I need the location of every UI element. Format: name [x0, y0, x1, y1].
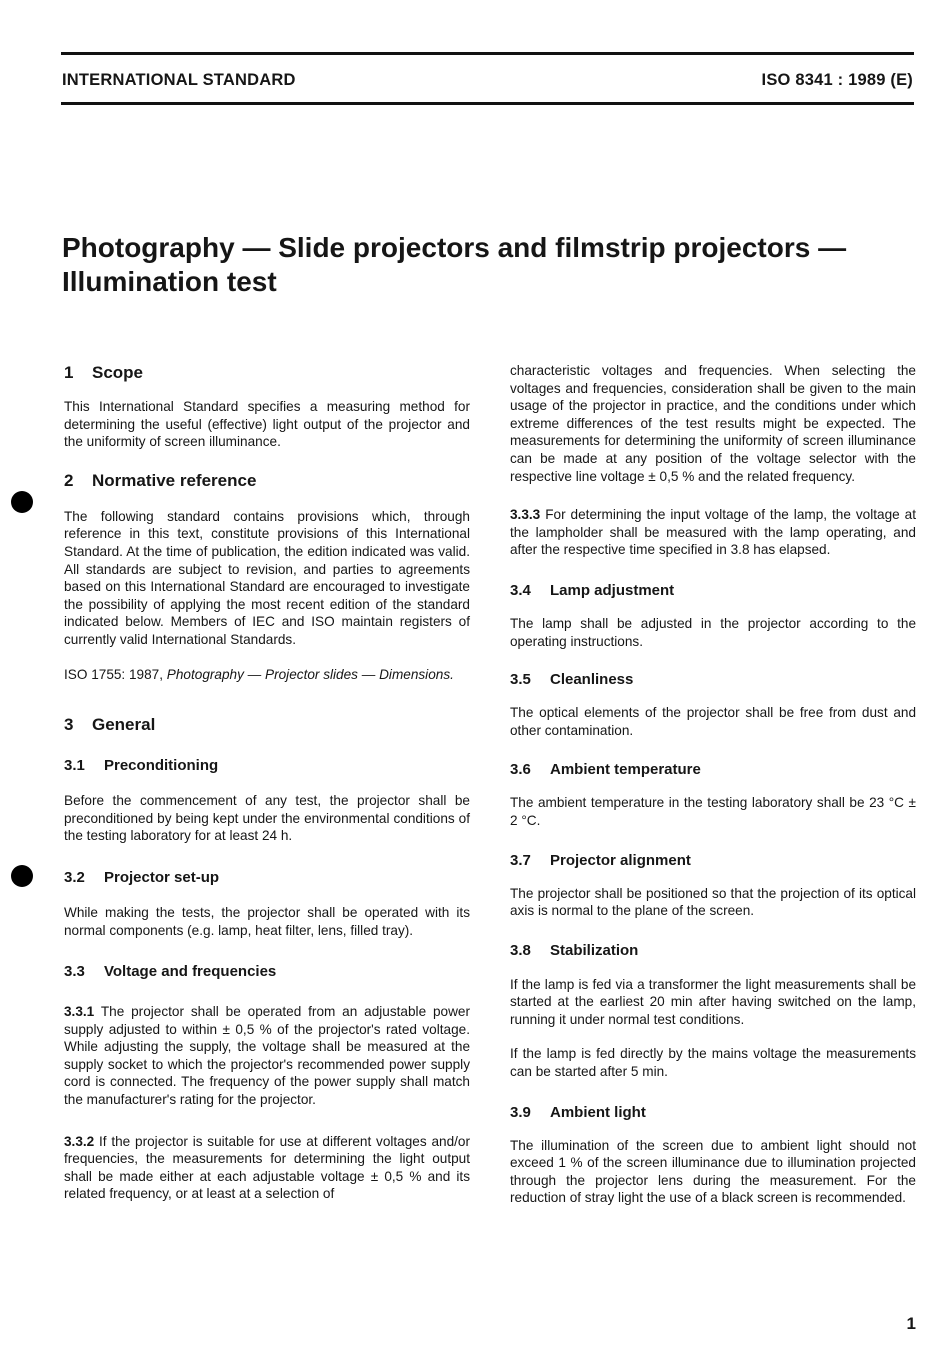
clause-text: For determining the input voltage of the lamp, the voltage at the lampholder shall be measured with the lamp operating, and after the respective time specified in 3.8 has elapsed. — [510, 507, 916, 558]
section-number: 3.4 — [510, 581, 531, 599]
section-title: Cleanliness — [550, 671, 634, 689]
clause-number: 3.3.1 — [64, 1004, 95, 1020]
section-heading — [64, 470, 470, 492]
section-paragraph: The illumination of the screen due to ambient light should not exceed 1 % of the screen illuminance due to illumination projected through the projector lens during the measurement. For the reduction of stray light the use of a black screen is recommended. — [510, 1137, 916, 1206]
section-title: Voltage and frequencies — [104, 963, 277, 981]
section-title: Ambient temperature — [550, 761, 701, 779]
clause-text: The projector shall be operated from an adjustable power supply adjusted to within ± 0,5 % of the projector's rated voltage. While adjusting the supply, the voltage shall be measured at the supply socket to which the projector's recommended power supply cord is connected. The frequency of the power supply shall match the manufacturer's rating for the projector. — [64, 1004, 471, 1108]
section-paragraph: Before the commencement of any test, the projector shall be preconditioned by being kept under the environmental conditions of the testing laboratory for at least 24 h. — [64, 793, 470, 844]
section-number: 3.5 — [510, 671, 531, 689]
section-paragraph: This International Standard specifies a measuring method for determining the useful (effective) light output of the projector and the uniformity of screen illuminance. — [64, 399, 470, 450]
section-paragraph: If the lamp is fed directly by the mains voltage the measurements can be started after 5 min. — [510, 1046, 916, 1080]
section-number: 1 — [64, 363, 74, 382]
page-number: 1 — [906, 1314, 916, 1333]
section-number: 3.6 — [510, 761, 531, 779]
left-column — [64, 360, 470, 1203]
section-paragraph: The following standard contains provisions which, through reference in this text, constitute provisions of this International Standard. At the time of publication, the edition indicated was valid. All standards are subject to revision, and parties to agreements based on this International Standard are encouraged to investigate the possibility of applying the most recent edition of the standard indicated below. Members of IEC and ISO maintain registers of currently valid International Standards. — [64, 508, 470, 647]
section-title: Ambient light — [550, 1103, 646, 1121]
section-paragraph: The ambient temperature in the testing laboratory shall be 23 °C ± 2 °C. — [510, 795, 916, 828]
section-title: Projector alignment — [550, 851, 691, 869]
header-document-number: ISO 8341 : 1989 (E) — [761, 71, 913, 89]
section-title: Lamp adjustment — [550, 581, 675, 599]
subsection-heading — [510, 581, 916, 601]
header-bottom-rule — [61, 102, 914, 105]
reference-code: ISO 1755: 1987, — [64, 666, 164, 682]
section-title: Preconditioning — [104, 757, 219, 775]
subsection-heading — [510, 760, 916, 780]
subsection-heading — [64, 962, 470, 982]
margin-bullet-mark — [11, 865, 33, 887]
section-heading — [64, 362, 470, 384]
section-heading — [64, 714, 470, 736]
section-paragraph — [64, 1133, 470, 1203]
subsection-heading — [510, 941, 916, 961]
margin-bullet-mark — [11, 491, 33, 513]
section-number: 3.3 — [64, 963, 85, 981]
reference-title: Photography — Projector slides — Dimensions. — [166, 666, 454, 682]
normative-reference-entry — [64, 666, 470, 684]
section-number: 3.2 — [64, 868, 85, 886]
header-standard-label: INTERNATIONAL STANDARD — [62, 71, 296, 89]
section-paragraph: The lamp shall be adjusted in the projector according to the operating instructions. — [510, 615, 916, 649]
section-paragraph: If the lamp is fed via a transformer the light measurements shall be started at the earliest 20 min after having switched on the lamp, running it under normal test conditions. — [510, 976, 916, 1027]
section-number: 3.1 — [64, 757, 85, 775]
subsection-heading — [510, 670, 916, 690]
section-number: 3.9 — [510, 1103, 531, 1121]
section-title: Projector set-up — [104, 868, 220, 886]
clause-number: 3.3.3 — [510, 507, 541, 523]
clause-number: 3.3.2 — [64, 1133, 95, 1149]
section-paragraph: characteristic voltages and frequencies. When selecting the voltages and frequencies, consideration shall be given to the main usage of the projector in practice, and the conditions under which extreme differences of the test results might be expected. The measurements for determining the uniformity of screen illuminance can be made at any position of the voltage selector with the respective line voltage ± 0,5 % and the related frequency. — [510, 363, 916, 484]
document-title — [62, 231, 922, 299]
clause-text: If the projector is suitable for use at different voltages and/or frequencies, the measurements for determining the light output shall be made either at each adjustable voltage ± 0,5 % and its related frequency, or at least at a selection of — [64, 1133, 470, 1202]
section-paragraph — [64, 1003, 470, 1109]
section-number: 2 — [64, 470, 74, 490]
section-paragraph: While making the tests, the projector shall be operated with its normal components (e.g. lamp, heat filter, lens, filled tray). — [64, 904, 470, 938]
subsection-heading — [510, 851, 916, 871]
section-number: 3.8 — [510, 941, 531, 959]
title-line-1: Photography — Slide projectors and filmstrip projectors — — [62, 232, 847, 263]
section-paragraph — [510, 506, 916, 559]
title-line-2: Illumination test — [62, 266, 277, 297]
section-title: Scope — [92, 363, 144, 382]
section-number: 3.7 — [510, 851, 531, 869]
section-number: 3 — [64, 715, 74, 735]
subsection-heading — [64, 756, 470, 776]
subsection-heading — [64, 868, 470, 888]
section-paragraph: The optical elements of the projector shall be free from dust and other contamination. — [510, 705, 916, 738]
section-title: Normative reference — [92, 470, 257, 490]
section-title: Stabilization — [550, 941, 639, 959]
header-top-rule — [61, 52, 914, 55]
right-column — [510, 360, 916, 1207]
subsection-heading — [510, 1103, 916, 1123]
section-title: General — [92, 715, 156, 735]
section-paragraph: The projector shall be positioned so that the projection of its optical axis is normal to the plane of the screen. — [510, 885, 916, 919]
